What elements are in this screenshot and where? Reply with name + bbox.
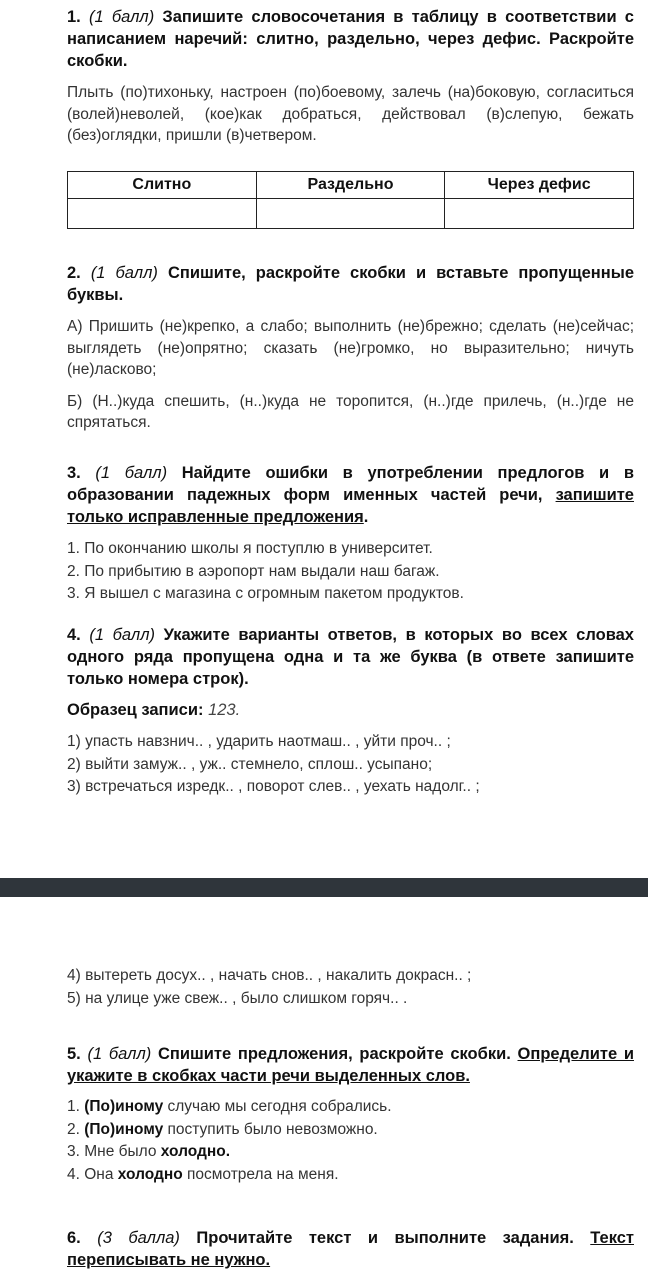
list-item: 2. (По)иному поступить было невозможно. xyxy=(67,1120,378,1138)
question-4-title: 4. (1 балл) Укажите варианты ответов, в которых во всех словах одного ряда пропущена одна и та же буква (в ответе запишите только номера строк). xyxy=(67,626,634,688)
question-4-list-bottom xyxy=(67,965,634,1010)
list-item: 3) встречаться изредк.. , поворот слев.. , уехать надолг.. ; xyxy=(67,778,480,795)
list-item: 1) упасть навзнич.. , ударить наотмаш.. , уйти проч.. ; xyxy=(67,733,451,750)
table-cell-hyphen[interactable] xyxy=(445,198,634,228)
question-3-list xyxy=(67,538,634,606)
question-2-title: 2. (1 балл) Спишите, раскройте скобки и вставьте пропущенные буквы. xyxy=(67,264,634,304)
question-5-list xyxy=(67,1096,634,1186)
question-1 xyxy=(67,6,634,229)
list-item: 5) на улице уже свеж.. , было слишком горяч.. . xyxy=(67,989,408,1007)
adverb-table xyxy=(67,171,634,229)
list-item: 4) вытереть досух.. , начать снов.. , накалить докрасн.. ; xyxy=(67,967,472,984)
table-cell-separate[interactable] xyxy=(256,198,445,228)
question-2-part-a: А) Пришить (не)крепко, а слабо; выполнить (не)брежно; сделать (не)сейчас; выглядеть (не)опрятно; сказать (не)громко, но выразительно; ничуть (не)ласково; xyxy=(67,318,634,378)
question-4-list-top xyxy=(67,731,634,799)
table-header-hyphen: Через дефис xyxy=(445,171,634,198)
question-6 xyxy=(67,1227,634,1271)
page-divider xyxy=(0,878,648,897)
question-3 xyxy=(67,462,634,606)
list-item: 3. Мне было холодно. xyxy=(67,1143,230,1160)
question-5 xyxy=(67,1043,634,1186)
question-1-title: 1. (1 балл) Запишите словосочетания в таблицу в соответствии с написанием наречий: слитно, раздельно, через дефис. Раскройте скобки. xyxy=(67,8,634,70)
question-2-part-b: Б) (Н..)куда спешить, (н..)куда не торопится, (н..)где прилечь, (н..)где не спрятаться. xyxy=(67,392,634,431)
question-4 xyxy=(67,624,634,799)
sample-answer: Образец записи: 123. xyxy=(67,701,241,719)
question-5-title: 5. (1 балл) Спишите предложения, раскройте скобки. Определите и укажите в скобках части речи выделенных слов. xyxy=(67,1045,634,1085)
table-header-solid: Слитно xyxy=(68,171,257,198)
list-item: 1. По окончанию школы я поступлю в университет. xyxy=(67,540,433,557)
table-header-separate: Раздельно xyxy=(256,171,445,198)
list-item: 2. По прибытию в аэропорт нам выдали наш багаж. xyxy=(67,562,440,580)
question-6-title: 6. (3 балла) Прочитайте текст и выполните задания. Текст переписывать не нужно. xyxy=(67,1229,634,1269)
list-item: 1. (По)иному случаю мы сегодня собрались. xyxy=(67,1098,392,1115)
table-cell-solid[interactable] xyxy=(68,198,257,228)
list-item: 2) выйти замуж.. , уж.. стемнело, сплош.. усыпано; xyxy=(67,755,433,773)
question-3-title: 3. (1 балл) Найдите ошибки в употреблении предлогов и в образовании падежных форм именных частей речи, запишите только исправленные предложения. xyxy=(67,464,634,526)
question-1-text: Плыть (по)тихоньку, настроен (по)боевому, залечь (на)боковую, согласиться (волей)неволей, (кое)как добраться, действовал (в)слепую, бежать (без)оглядки, пришли (в)четвером. xyxy=(67,84,634,144)
list-item: 4. Она холодно посмотрела на меня. xyxy=(67,1165,339,1183)
list-item: 3. Я вышел с магазина с огромным пакетом продуктов. xyxy=(67,585,464,602)
question-2 xyxy=(67,262,634,434)
